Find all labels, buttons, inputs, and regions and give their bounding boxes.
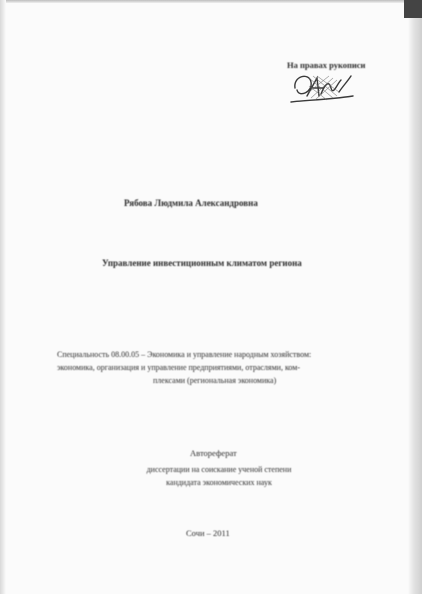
abstract-label: Автореферат (190, 448, 237, 458)
scan-corner-mark (404, 0, 422, 18)
scan-right-edge (408, 0, 422, 594)
degree-block (116, 463, 322, 489)
city-year: Сочи – 2011 (186, 528, 230, 538)
document-title: Управление инвестиционным климатом региона (102, 258, 302, 268)
degree-line: диссертации на соискание ученой степени (146, 465, 292, 474)
scan-top-edge (0, 0, 422, 3)
specialty-block (57, 348, 387, 387)
manuscript-note: На правах рукописи (287, 60, 366, 70)
author-name: Рябова Людмила Александровна (124, 198, 258, 208)
specialty-line: Специальность 08.00.05 – Экономика и управление народным хозяйством: (57, 350, 312, 359)
specialty-line: экономика, организация и управление предприятиями, отраслями, ком- (57, 363, 300, 372)
scan-left-edge (0, 0, 6, 594)
degree-line: кандидата экономических наук (166, 478, 272, 487)
handwritten-signature (287, 66, 357, 106)
specialty-line: плексами (региональная экономика) (153, 376, 277, 385)
